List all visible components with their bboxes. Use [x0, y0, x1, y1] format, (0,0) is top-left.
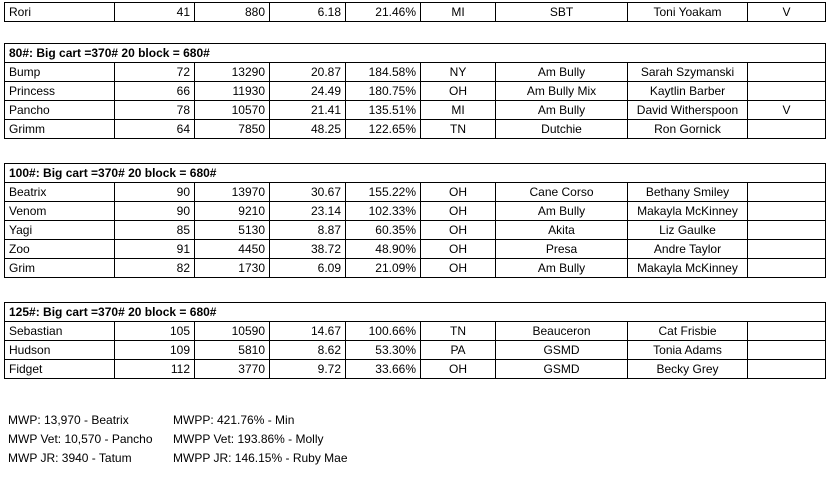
- cell-breed[interactable]: Cane Corso: [496, 183, 628, 202]
- cell-state[interactable]: OH: [421, 82, 496, 101]
- cell-breed[interactable]: GSMD: [496, 341, 628, 360]
- cell-weight[interactable]: 10570: [195, 101, 270, 120]
- cell-pct[interactable]: 48.90%: [346, 240, 421, 259]
- cell-breed[interactable]: Am Bully: [496, 63, 628, 82]
- cell-owner[interactable]: Bethany Smiley: [628, 183, 748, 202]
- table-row: [5, 82, 826, 101]
- cell-pct[interactable]: 135.51%: [346, 101, 421, 120]
- cell-owner[interactable]: Toni Yoakam: [628, 3, 748, 22]
- cell-v[interactable]: V: [748, 101, 826, 120]
- cell-pct[interactable]: 21.09%: [346, 259, 421, 278]
- table-row: [5, 240, 826, 259]
- cell-age[interactable]: 109: [115, 341, 195, 360]
- summary-mwp-jr: MWP JR: 3940 - Tatum: [8, 451, 132, 465]
- cell-owner[interactable]: Makayla McKinney: [628, 259, 748, 278]
- cell-name[interactable]: Hudson: [5, 341, 115, 360]
- cell-state[interactable]: PA: [421, 341, 496, 360]
- cell-age[interactable]: 72: [115, 63, 195, 82]
- cell-v[interactable]: [748, 63, 826, 82]
- table-row: [5, 3, 826, 22]
- cell-owner[interactable]: Sarah Szymanski: [628, 63, 748, 82]
- cell-pct[interactable]: 21.46%: [346, 3, 421, 22]
- table-row: [5, 259, 826, 278]
- table-row: [5, 101, 826, 120]
- cell-weight[interactable]: 7850: [195, 120, 270, 139]
- cell-weight[interactable]: 880: [195, 3, 270, 22]
- cell-owner[interactable]: Cat Frisbie: [628, 322, 748, 341]
- section-100-table: [4, 163, 826, 278]
- cell-time[interactable]: 14.67: [270, 322, 346, 341]
- cell-breed[interactable]: Presa: [496, 240, 628, 259]
- cell-time[interactable]: 8.62: [270, 341, 346, 360]
- cell-state[interactable]: OH: [421, 183, 496, 202]
- table-row: [5, 202, 826, 221]
- cell-weight[interactable]: 5810: [195, 341, 270, 360]
- cell-name[interactable]: Pancho: [5, 101, 115, 120]
- cell-v[interactable]: [748, 322, 826, 341]
- cell-name[interactable]: Bump: [5, 63, 115, 82]
- cell-state[interactable]: OH: [421, 360, 496, 379]
- cell-name[interactable]: Yagi: [5, 221, 115, 240]
- cell-name[interactable]: Sebastian: [5, 322, 115, 341]
- section-80-table: [4, 43, 826, 139]
- cell-age[interactable]: 41: [115, 3, 195, 22]
- cell-time[interactable]: 21.41: [270, 101, 346, 120]
- cell-name[interactable]: Fidget: [5, 360, 115, 379]
- cell-weight[interactable]: 9210: [195, 202, 270, 221]
- section-header-row: [5, 164, 826, 183]
- cell-weight[interactable]: 11930: [195, 82, 270, 101]
- cell-owner[interactable]: Ron Gornick: [628, 120, 748, 139]
- summary-mwp-vet: MWP Vet: 10,570 - Pancho: [8, 432, 153, 446]
- cell-owner[interactable]: David Witherspoon: [628, 101, 748, 120]
- cell-time[interactable]: 48.25: [270, 120, 346, 139]
- cell-v[interactable]: [748, 221, 826, 240]
- section-header-row: [5, 303, 826, 322]
- cell-age[interactable]: 66: [115, 82, 195, 101]
- section-header[interactable]: 80#: Big cart =370# 20 block = 680#: [5, 44, 826, 63]
- cell-name[interactable]: Rori: [5, 3, 115, 22]
- cell-name[interactable]: Princess: [5, 82, 115, 101]
- cell-time[interactable]: 6.18: [270, 3, 346, 22]
- cell-age[interactable]: 91: [115, 240, 195, 259]
- cell-time[interactable]: 30.67: [270, 183, 346, 202]
- cell-v[interactable]: V: [748, 3, 826, 22]
- cell-name[interactable]: Venom: [5, 202, 115, 221]
- cell-pct[interactable]: 102.33%: [346, 202, 421, 221]
- cell-age[interactable]: 90: [115, 202, 195, 221]
- cell-time[interactable]: 23.14: [270, 202, 346, 221]
- cell-time[interactable]: 8.87: [270, 221, 346, 240]
- cell-name[interactable]: Zoo: [5, 240, 115, 259]
- section-header[interactable]: 100#: Big cart =370# 20 block = 680#: [5, 164, 826, 183]
- cell-state[interactable]: TN: [421, 120, 496, 139]
- cell-pct[interactable]: 53.30%: [346, 341, 421, 360]
- cell-pct[interactable]: 155.22%: [346, 183, 421, 202]
- section-header[interactable]: 125#: Big cart =370# 20 block = 680#: [5, 303, 826, 322]
- cell-owner[interactable]: Andre Taylor: [628, 240, 748, 259]
- cell-breed[interactable]: Am Bully: [496, 202, 628, 221]
- cell-state[interactable]: OH: [421, 240, 496, 259]
- section-125-table: [4, 302, 826, 379]
- table-row: [5, 322, 826, 341]
- cell-owner[interactable]: Kaytlin Barber: [628, 82, 748, 101]
- cell-weight[interactable]: 5130: [195, 221, 270, 240]
- cell-state[interactable]: OH: [421, 259, 496, 278]
- cell-state[interactable]: TN: [421, 322, 496, 341]
- cell-weight[interactable]: 10590: [195, 322, 270, 341]
- table-row: [5, 63, 826, 82]
- cell-time[interactable]: 6.09: [270, 259, 346, 278]
- cell-v[interactable]: [748, 183, 826, 202]
- cell-v[interactable]: [748, 240, 826, 259]
- cell-v[interactable]: [748, 341, 826, 360]
- table-row: [5, 183, 826, 202]
- cell-breed[interactable]: GSMD: [496, 360, 628, 379]
- section-header-row: [5, 44, 826, 63]
- cell-age[interactable]: 90: [115, 183, 195, 202]
- cell-v[interactable]: [748, 259, 826, 278]
- cell-time[interactable]: 9.72: [270, 360, 346, 379]
- cell-age[interactable]: 112: [115, 360, 195, 379]
- cell-v[interactable]: [748, 360, 826, 379]
- summary-left: [8, 411, 153, 468]
- cell-state[interactable]: MI: [421, 3, 496, 22]
- cell-age[interactable]: 64: [115, 120, 195, 139]
- summary-mwpp: MWPP: 421.76% - Min: [173, 413, 295, 427]
- cell-breed[interactable]: Akita: [496, 221, 628, 240]
- cell-v[interactable]: [748, 82, 826, 101]
- cell-time[interactable]: 24.49: [270, 82, 346, 101]
- cell-pct[interactable]: 60.35%: [346, 221, 421, 240]
- table-row: [5, 221, 826, 240]
- cell-state[interactable]: OH: [421, 202, 496, 221]
- cell-age[interactable]: 78: [115, 101, 195, 120]
- cell-time[interactable]: 38.72: [270, 240, 346, 259]
- cell-weight[interactable]: 1730: [195, 259, 270, 278]
- cell-name[interactable]: Beatrix: [5, 183, 115, 202]
- cell-age[interactable]: 82: [115, 259, 195, 278]
- cell-time[interactable]: 20.87: [270, 63, 346, 82]
- cell-age[interactable]: 85: [115, 221, 195, 240]
- cell-v[interactable]: [748, 120, 826, 139]
- summary-right: [173, 411, 348, 468]
- cell-pct[interactable]: 100.66%: [346, 322, 421, 341]
- cell-state[interactable]: NY: [421, 63, 496, 82]
- cell-v[interactable]: [748, 202, 826, 221]
- cell-owner[interactable]: Makayla McKinney: [628, 202, 748, 221]
- cell-weight[interactable]: 13290: [195, 63, 270, 82]
- summary-mwp: MWP: 13,970 - Beatrix: [8, 413, 129, 427]
- cell-weight[interactable]: 3770: [195, 360, 270, 379]
- cell-age[interactable]: 105: [115, 322, 195, 341]
- cell-owner[interactable]: Becky Grey: [628, 360, 748, 379]
- table-row: [5, 360, 826, 379]
- table-row: [5, 120, 826, 139]
- cell-state[interactable]: OH: [421, 221, 496, 240]
- cell-owner[interactable]: Liz Gaulke: [628, 221, 748, 240]
- cell-breed[interactable]: Beauceron: [496, 322, 628, 341]
- cell-breed[interactable]: SBT: [496, 3, 628, 22]
- cell-weight[interactable]: 13970: [195, 183, 270, 202]
- cell-state[interactable]: MI: [421, 101, 496, 120]
- cell-pct[interactable]: 122.65%: [346, 120, 421, 139]
- cell-breed[interactable]: Am Bully Mix: [496, 82, 628, 101]
- cell-pct[interactable]: 180.75%: [346, 82, 421, 101]
- table-row: [5, 341, 826, 360]
- cell-weight[interactable]: 4450: [195, 240, 270, 259]
- cell-name[interactable]: Grim: [5, 259, 115, 278]
- summary-mwpp-jr: MWPP JR: 146.15% - Ruby Mae: [173, 451, 348, 465]
- cell-breed[interactable]: Dutchie: [496, 120, 628, 139]
- summary-mwpp-vet: MWPP Vet: 193.86% - Molly: [173, 432, 324, 446]
- cell-owner[interactable]: Tonia Adams: [628, 341, 748, 360]
- cell-pct[interactable]: 184.58%: [346, 63, 421, 82]
- cell-pct[interactable]: 33.66%: [346, 360, 421, 379]
- cell-name[interactable]: Grimm: [5, 120, 115, 139]
- cell-breed[interactable]: Am Bully: [496, 259, 628, 278]
- cell-breed[interactable]: Am Bully: [496, 101, 628, 120]
- top-row-table: [4, 2, 826, 22]
